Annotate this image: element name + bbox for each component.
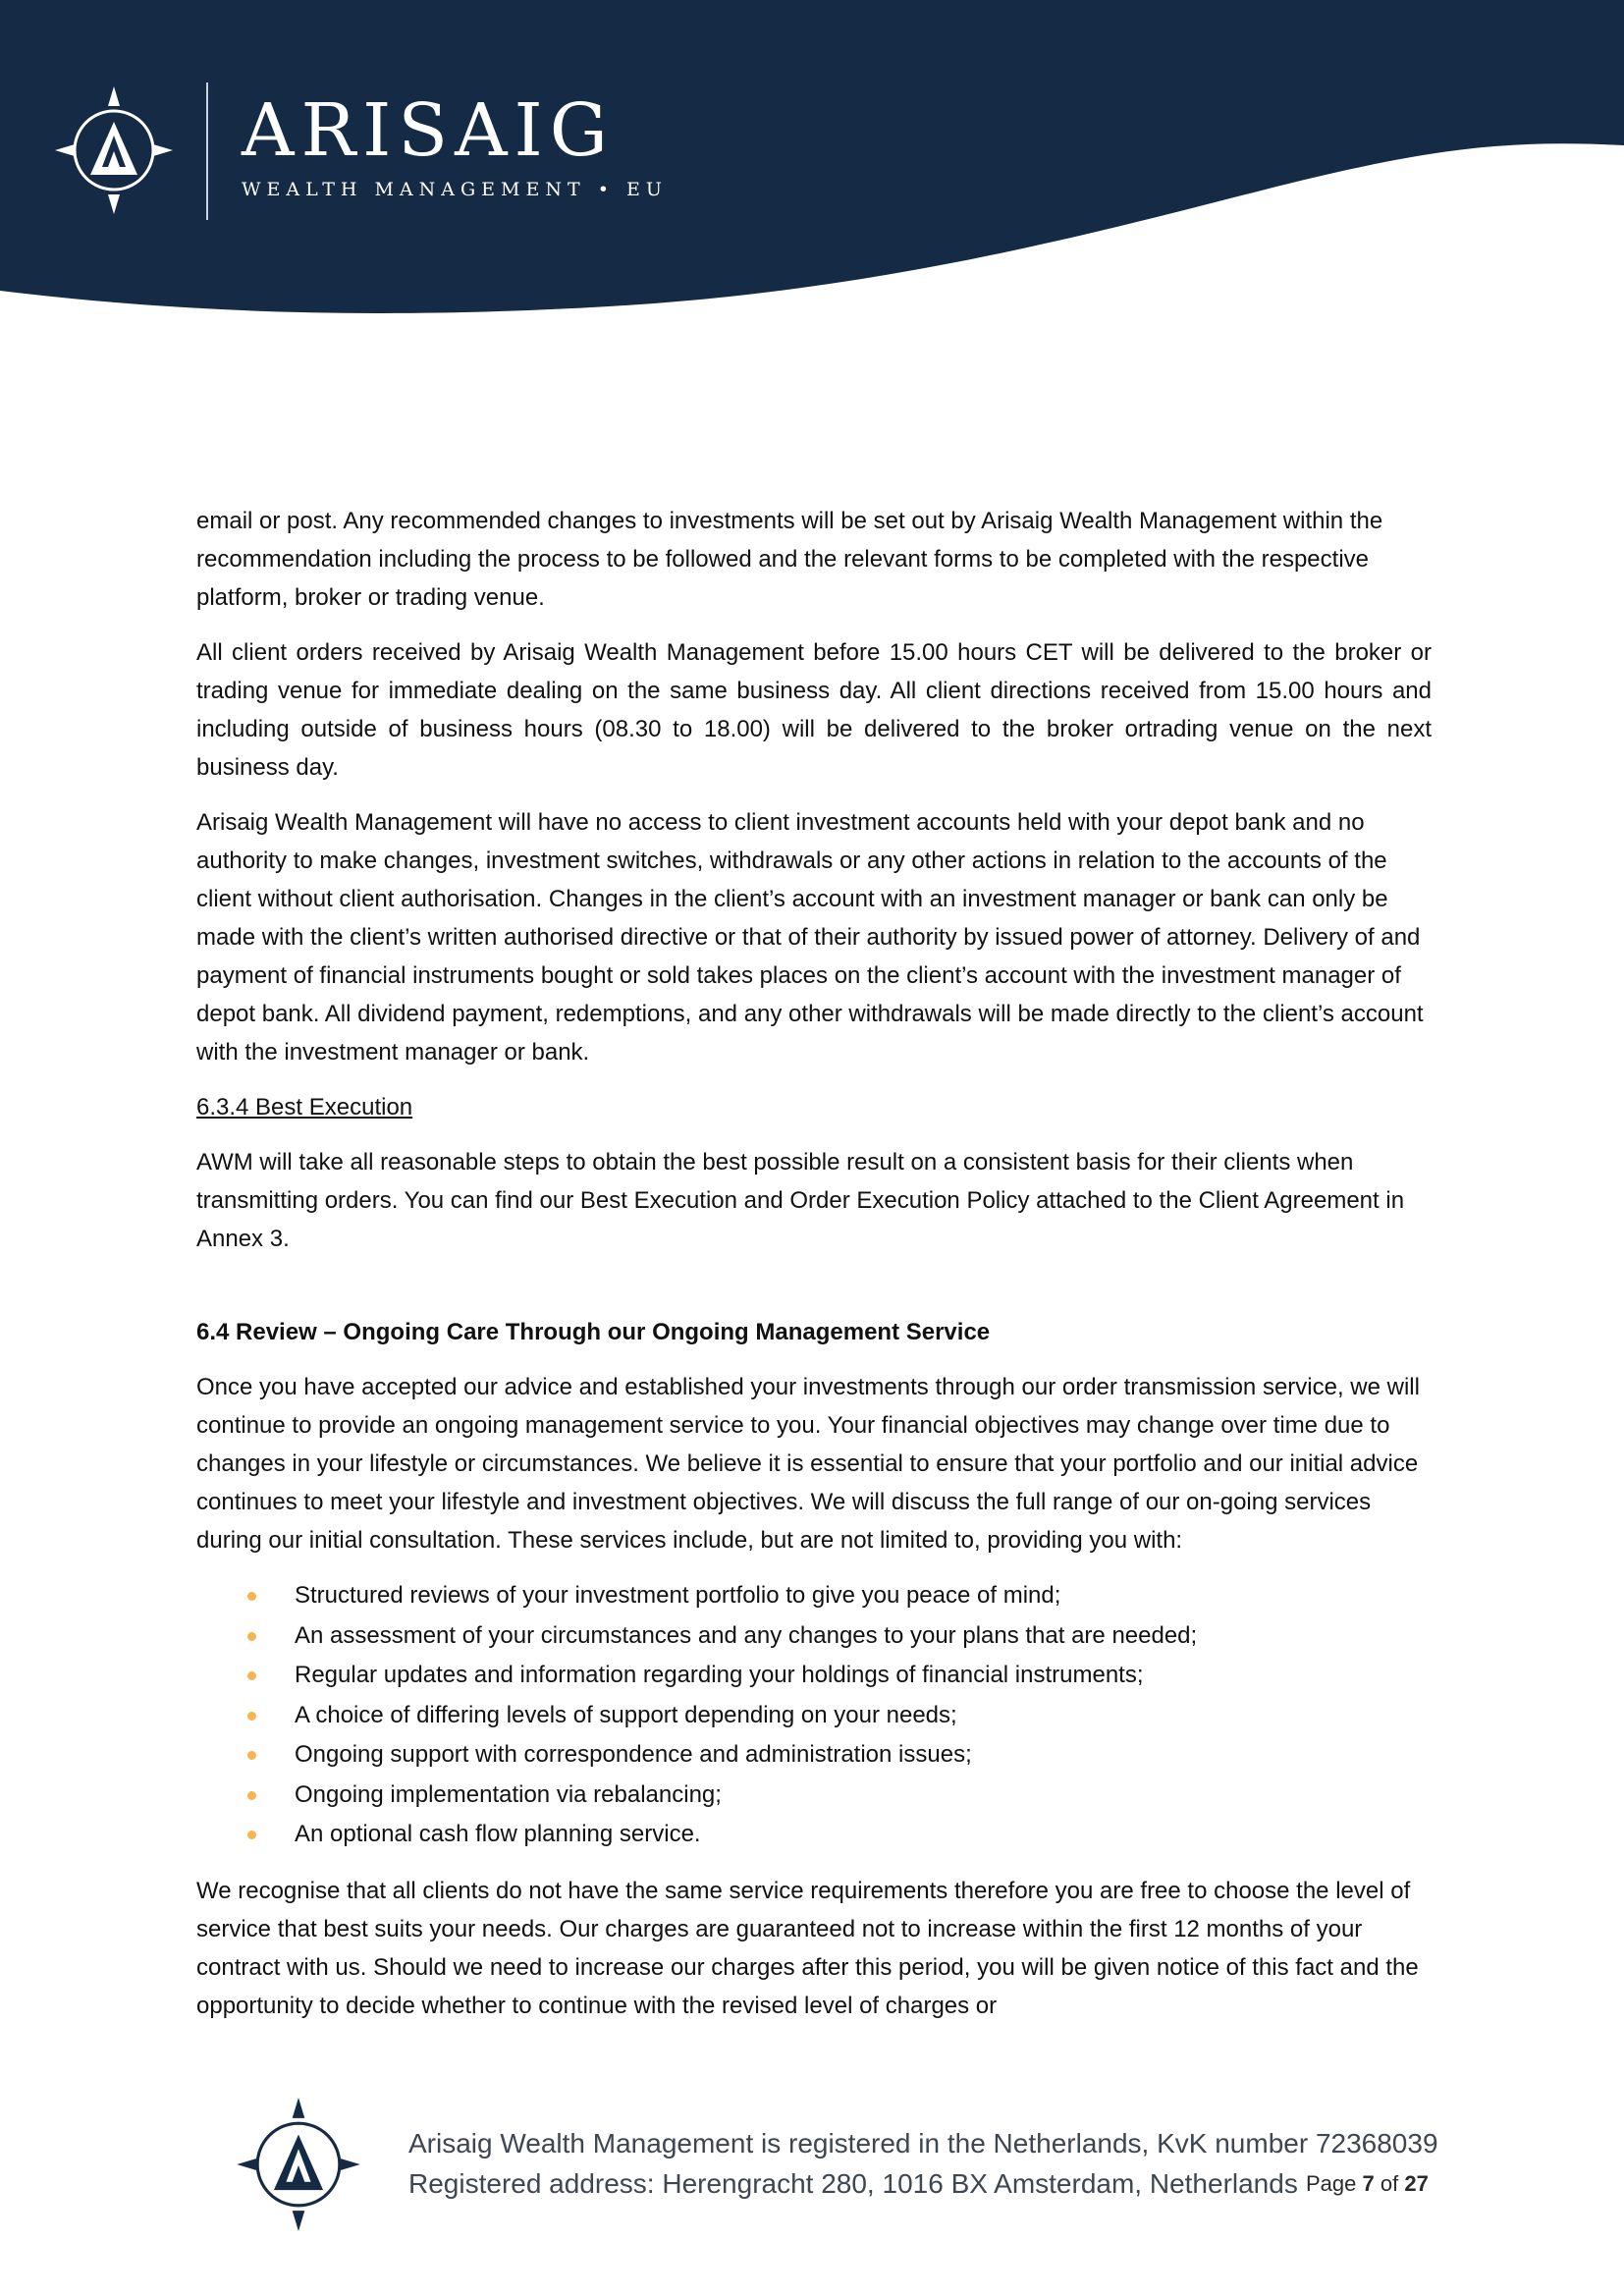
page-of: of — [1380, 2171, 1399, 2196]
list-item: Regular updates and information regarding your holdings of financial instruments; — [196, 1656, 1432, 1696]
paragraph: AWM will take all reasonable steps to obtain the best possible result on a consistent basis for their clients when transmitting orders. You can find our Best Execution and Order Execution Policy attached to the Client Agreement in Annex 3. — [196, 1149, 1405, 1252]
brand-name: ARISAIG — [242, 88, 615, 173]
footer-compass-icon — [232, 2098, 365, 2236]
page-label: Page — [1306, 2171, 1357, 2196]
page-total: 27 — [1404, 2171, 1429, 2196]
paragraph: All client orders received by Arisaig Wealth Management before 15.00 hours CET will be delivered to the broker or trading venue for immediate dealing on the same business day. All client directions received from 15.00 hours and including outside of business hours (08.30 to 18.00) will be delivered to the broker ortrading venue on the next business day. — [196, 639, 1432, 781]
list-item: An optional cash flow planning service. — [196, 1815, 1432, 1855]
brand-subtitle: WEALTH MANAGEMENT • EU — [242, 179, 668, 200]
brand-divider — [206, 82, 208, 220]
service-bullet-list — [196, 1576, 1432, 1855]
footer-registration — [408, 2123, 1438, 2204]
page-current: 7 — [1362, 2171, 1375, 2196]
header-banner — [0, 0, 1624, 324]
page-number — [1306, 2171, 1429, 2197]
section-title: 6.4 Review – Ongoing Care Through our Ongoing Management Service — [196, 1319, 991, 1345]
list-item: A choice of differing levels of support depending on your needs; — [196, 1696, 1432, 1736]
paragraph: email or post. Any recommended changes to investments will be set out by Arisaig Wealth Management within the recommendation including the process to be followed and the relevant forms to be completed with the respective platform, broker or trading venue. — [196, 508, 1383, 611]
brand-wordmark — [242, 88, 668, 200]
paragraph: We recognise that all clients do not have the same service requirements therefore you are free to choose the level of service that best suits your needs. Our charges are guaranteed not to increase within the first 12 months of your contract with us. Should we need to increase our charges after this period, you will be given notice of this fact and the opportunity to decide whether to continue with the revised level of charges or — [196, 1877, 1419, 2019]
footer-line-2: Registered address: Herengracht 280, 1016 BX Amsterdam, Netherlands — [408, 2168, 1298, 2199]
compass-mountain-icon — [55, 86, 173, 214]
document-body — [196, 502, 1432, 2042]
paragraph: Arisaig Wealth Management will have no access to client investment accounts held with your depot bank and no authority to make changes, investment switches, withdrawals or any other actions in relation to the accounts of the client without client authorisation. Changes in the client’s account with an investment manager or bank can only be made with the client’s written authorised directive or that of their authority by issued power of attorney. Delivery of and payment of financial instruments bought or sold takes places on the client’s account with the investment manager of depot bank. All dividend payment, redemptions, and any other withdrawals will be made directly to the client’s account with the investment manager or bank. — [196, 809, 1424, 1066]
subheading-best-execution: 6.3.4 Best Execution — [196, 1094, 413, 1121]
list-item: Ongoing support with correspondence and administration issues; — [196, 1735, 1432, 1776]
list-item: Structured reviews of your investment portfolio to give you peace of mind; — [196, 1576, 1432, 1616]
list-item: Ongoing implementation via rebalancing; — [196, 1776, 1432, 1816]
list-item: An assessment of your circumstances and any changes to your plans that are needed; — [196, 1616, 1432, 1657]
paragraph: Once you have accepted our advice and established your investments through our order transmission service, we will continue to provide an ongoing management service to you. Your financial objectives may change over time due to changes in your lifestyle or circumstances. We believe it is essential to ensure that your portfolio and our initial advice continues to meet your lifestyle and investment objectives. We will discuss the full range of our on-going services during our initial consultation. These services include, but are not limited to, providing you with: — [196, 1374, 1420, 1554]
footer-line-1: Arisaig Wealth Management is registered in the Netherlands, KvK number 72368039 — [408, 2128, 1438, 2159]
